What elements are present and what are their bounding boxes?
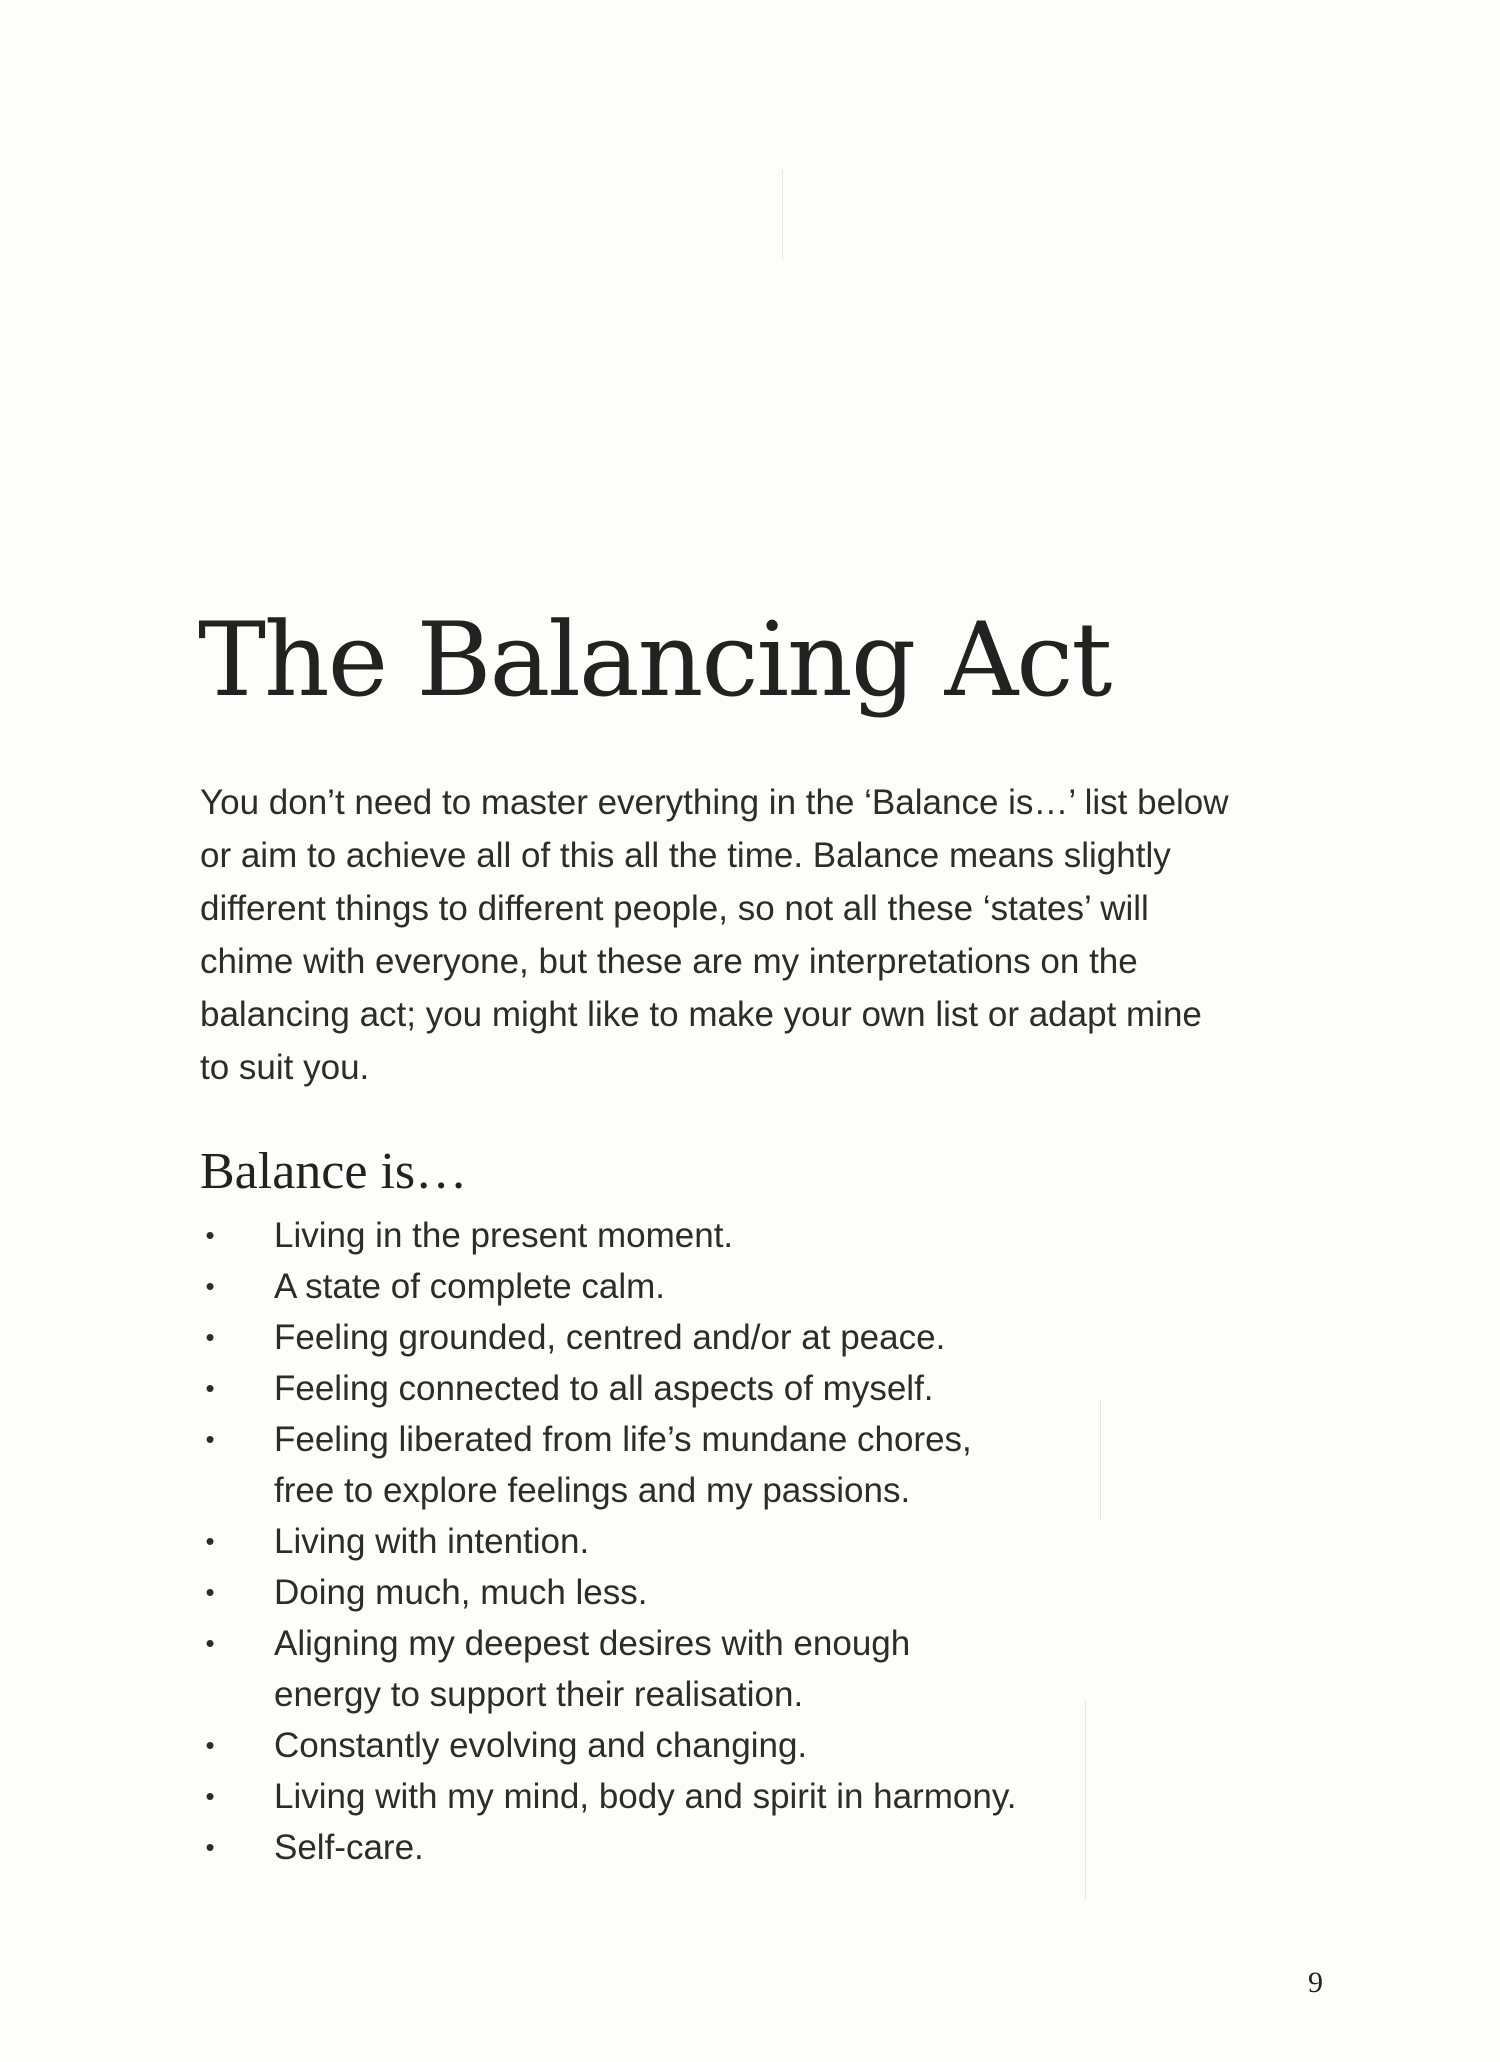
list-item-text: Self-care. [274, 1828, 424, 1867]
bullet-icon: • [205, 1373, 215, 1403]
list-item [200, 1567, 1200, 1618]
list-item [200, 1363, 1200, 1414]
list-item-text: Feeling liberated from life’s mundane chores, [274, 1420, 972, 1459]
intro-line: balancing act; you might like to make your own list or adapt mine [200, 995, 1202, 1034]
list-item [200, 1414, 1200, 1516]
list-item-text: free to explore feelings and my passions. [274, 1471, 911, 1510]
list-item [200, 1771, 1200, 1822]
list-item [200, 1261, 1200, 1312]
list-item [200, 1312, 1200, 1363]
list-item-text: Living in the present moment. [274, 1216, 734, 1255]
list-item-text: Living with my mind, body and spirit in harmony. [274, 1777, 1017, 1816]
balance-list [200, 1210, 1200, 1873]
list-item-text: Feeling connected to all aspects of myself. [274, 1369, 934, 1408]
bullet-icon: • [205, 1424, 215, 1454]
list-item-text: Living with intention. [274, 1522, 590, 1561]
intro-line: You don’t need to master everything in the ‘Balance is…’ list below [200, 783, 1229, 822]
list-item-text: Constantly evolving and changing. [274, 1726, 808, 1765]
list-item-text: Doing much, much less. [274, 1573, 648, 1612]
list-item [200, 1618, 1200, 1720]
intro-line: or aim to achieve all of this all the time. Balance means slightly [200, 836, 1171, 875]
list-item-text: A state of complete calm. [274, 1267, 666, 1306]
bullet-icon: • [205, 1577, 215, 1607]
bullet-icon: • [205, 1730, 215, 1760]
bullet-icon: • [205, 1322, 215, 1352]
list-item [200, 1720, 1200, 1771]
list-item [200, 1516, 1200, 1567]
page-title: The Balancing Act [198, 601, 1111, 720]
section-heading: Balance is… [200, 1143, 468, 1200]
bullet-icon: • [205, 1271, 215, 1301]
intro-line: to suit you. [200, 1048, 370, 1087]
bullet-icon: • [205, 1781, 215, 1811]
intro-paragraph [200, 776, 1340, 1094]
list-item [200, 1210, 1200, 1261]
intro-line: different things to different people, so not all these ‘states’ will [200, 889, 1149, 928]
list-item [200, 1822, 1200, 1873]
bullet-icon: • [205, 1220, 215, 1250]
page-number: 9 [1308, 1966, 1323, 1999]
list-item-text: Feeling grounded, centred and/or at peace. [274, 1318, 946, 1357]
bullet-icon: • [205, 1832, 215, 1862]
list-item-text: Aligning my deepest desires with enough [274, 1624, 911, 1663]
bullet-icon: • [205, 1526, 215, 1556]
intro-line: chime with everyone, but these are my interpretations on the [200, 942, 1138, 981]
bullet-icon: • [205, 1628, 215, 1658]
list-item-text: energy to support their realisation. [274, 1675, 804, 1714]
scan-artifact [782, 170, 783, 260]
